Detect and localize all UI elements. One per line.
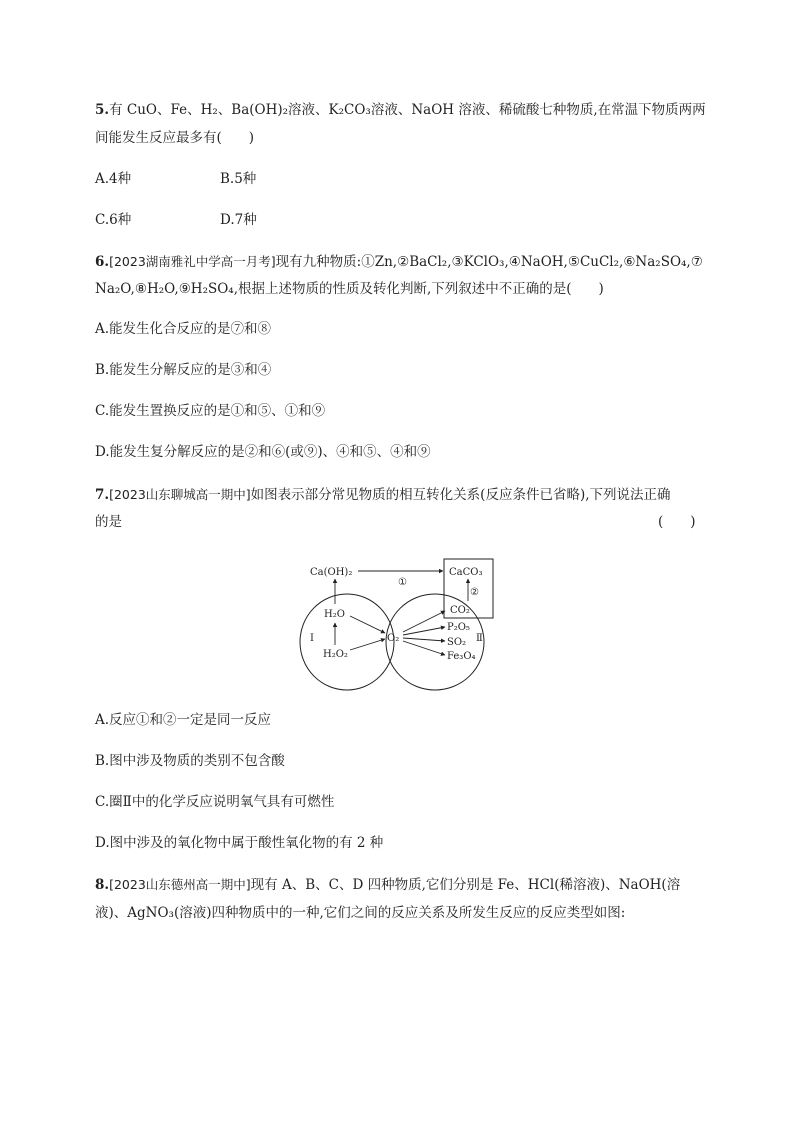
q7-answer-bracket: ( ) [658, 514, 696, 530]
q5-option-a: A.4种 [95, 171, 132, 187]
q6-option-a: A.能发生化合反应的是⑦和⑧ [95, 321, 272, 337]
label-co2: CO₂ [450, 605, 470, 616]
q7-option-b: B.图中涉及物质的类别不包含酸 [95, 753, 285, 769]
q7-line1 [95, 486, 671, 504]
arrow-h2o-o2 [350, 616, 385, 633]
label-circle1: Ⅰ [310, 633, 314, 644]
q5-line1 [95, 101, 706, 119]
label-arrow2: ② [470, 587, 479, 598]
label-fe3o4: Fe₃O₄ [447, 651, 476, 662]
q6-option-c: C.能发生置换反应的是①和⑤、①和⑨ [95, 403, 326, 419]
q6-text1: 现有九种物质:①Zn,②BaCl₂,③KClO₃,④NaOH,⑤CuCl₂,⑥Na₂SO₄,⑦ [275, 254, 703, 270]
q5-option-c: C.6种 [95, 212, 132, 228]
q5-option-b: B.5种 [220, 171, 257, 187]
q7-source: [2023山东聊城高一期中] [109, 487, 251, 502]
arrow-o2-so2 [403, 638, 445, 641]
q8-line1 [95, 876, 680, 894]
q7-number: 7. [95, 487, 110, 503]
q6-line1 [95, 253, 703, 271]
q7-option-a: A.反应①和②一定是同一反应 [95, 712, 272, 728]
label-arrow1: ① [398, 577, 407, 588]
q7-option-d: D.图中涉及的氧化物中属于酸性氧化物的有 2 种 [95, 835, 384, 851]
q6-option-b: B.能发生分解反应的是③和④ [95, 362, 272, 378]
label-p2o5: P₂O₅ [447, 622, 470, 633]
label-caoh2: Ca(OH)₂ [310, 567, 353, 578]
q5-number: 5. [95, 102, 110, 118]
arrow-o2-p2o5 [403, 627, 445, 635]
q6-number: 6. [95, 254, 110, 270]
arrow-o2-co2 [403, 611, 445, 632]
q7-text1: 如图表示部分常见物质的相互转化关系(反应条件已省略),下列说法正确 [250, 487, 671, 503]
q8-number: 8. [95, 877, 110, 893]
arrow-o2-fe3o4 [403, 641, 445, 655]
label-so2: SO₂ [447, 637, 467, 648]
label-h2o2: H₂O₂ [323, 649, 348, 660]
q7-option-c: C.圈Ⅱ中的化学反应说明氧气具有可燃性 [95, 794, 335, 810]
q8-line2: 液)、AgNO₃(溶液)四种物质中的一种,它们之间的反应关系及所发生反应的反应类型如图: [95, 905, 626, 921]
q8-text1: 现有 A、B、C、D 四种物质,它们分别是 Fe、HCl(稀溶液)、NaOH(溶 [250, 877, 681, 893]
circle-1 [300, 594, 394, 690]
label-h2o: H₂O [324, 609, 345, 620]
label-o2: O₂ [387, 633, 400, 644]
q8-source: [2023山东德州高一期中] [109, 877, 251, 892]
q6-option-d: D.能发生复分解反应的是②和⑥(或⑨)、④和⑤、④和⑨ [95, 444, 431, 460]
q5-line2: 间能发生反应最多有( ) [95, 130, 255, 146]
q5-option-d: D.7种 [220, 212, 257, 228]
label-caco3: CaCO₃ [449, 567, 483, 578]
q5-text1: 有 CuO、Fe、H₂、Ba(OH)₂溶液、K₂CO₃溶液、NaOH 溶液、稀硫酸七种物质,在常温下物质两两 [109, 102, 706, 118]
q6-source: [2023湖南雅礼中学高一月考] [109, 254, 276, 269]
label-circle2: Ⅱ [476, 633, 483, 644]
arrow-h2o2-o2 [350, 639, 385, 650]
q6-line2: Na₂O,⑧H₂O,⑨H₂SO₄,根据上述物质的性质及转化判断,下列叙述中不正确的是( ) [95, 281, 604, 297]
q7-line2: 的是 [95, 514, 122, 530]
q7-reaction-diagram [290, 555, 520, 705]
